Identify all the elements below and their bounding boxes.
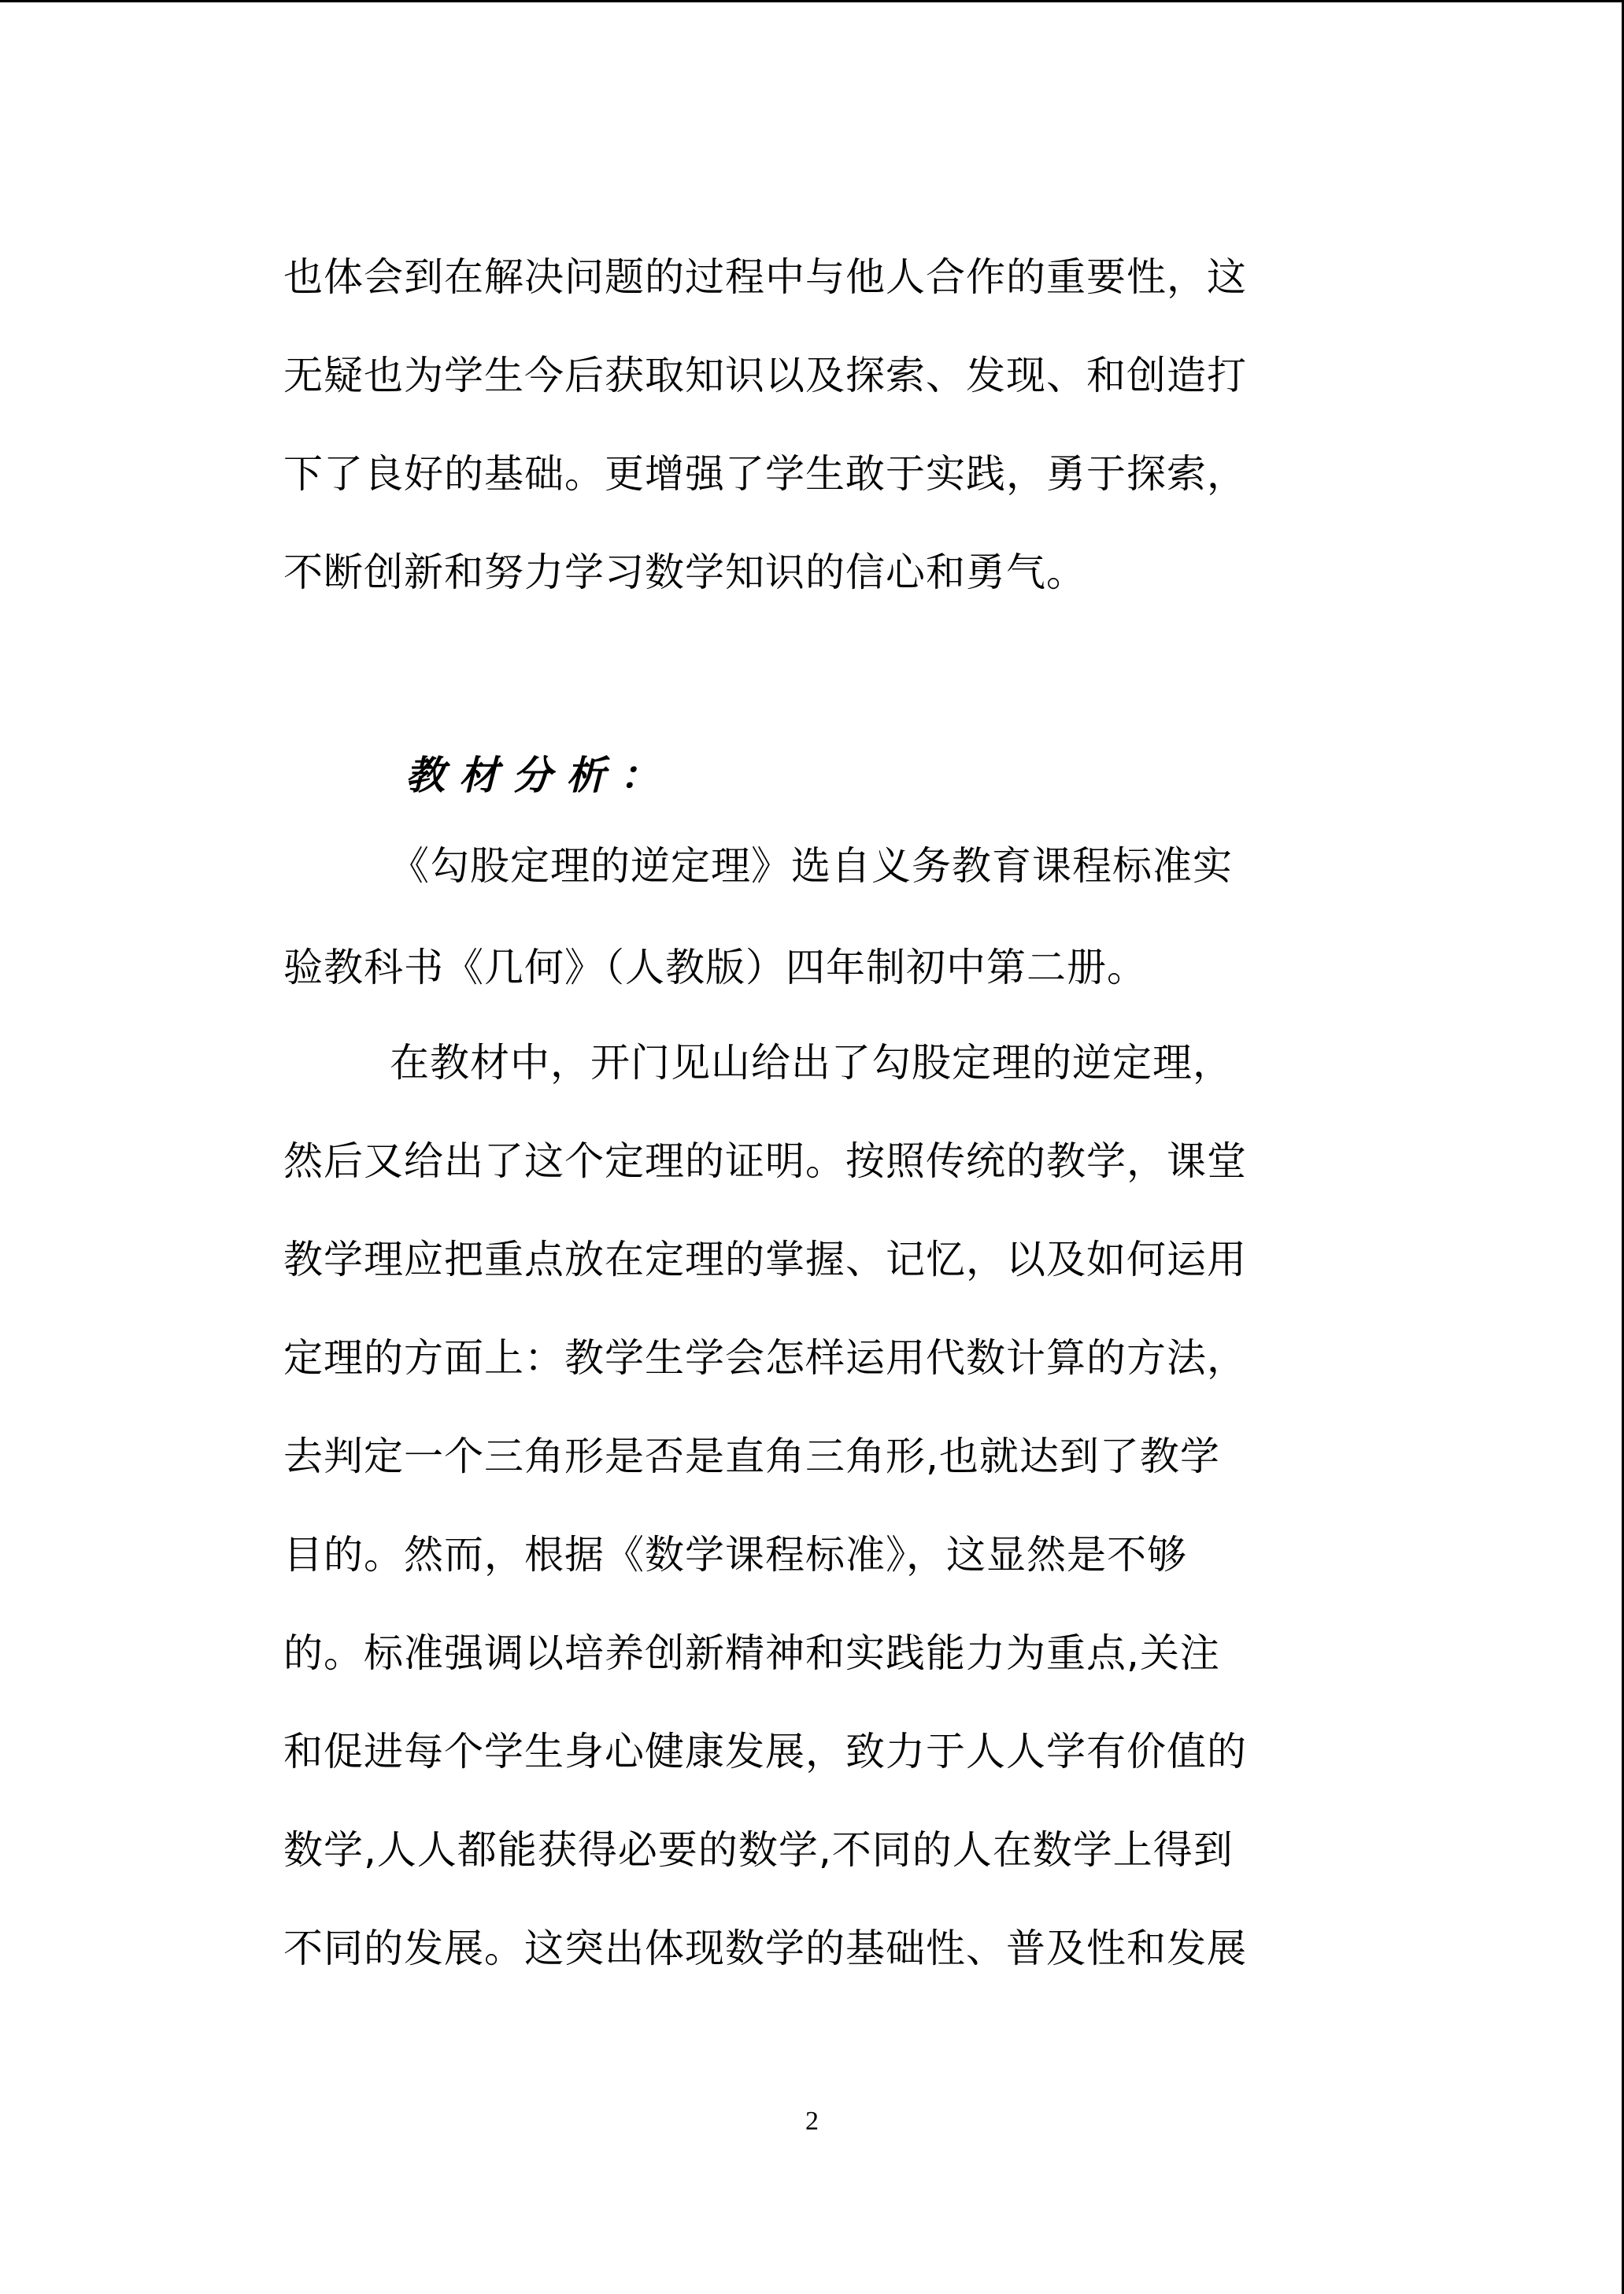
page-number: 2: [805, 2107, 819, 2136]
paragraph-line: 不同的发展。这突出体现数学的基础性、普及性和发展: [283, 1926, 1247, 1971]
page-border-top: [0, 0, 1624, 2]
paragraph-line: 在教材中，开门见山给出了勾股定理的逆定理，: [390, 1040, 1233, 1086]
paragraph-line: 不断创新和努力学习数学知识的信心和勇气。: [283, 549, 1086, 595]
paragraph-line: 教学理应把重点放在定理的掌握、记忆，以及如何运用: [283, 1237, 1247, 1282]
paragraph-line: 然后又给出了这个定理的证明。按照传统的教学，课堂: [283, 1138, 1247, 1184]
paragraph-line: 验教科书《几何》（人教版）四年制初中第二册。: [283, 945, 1147, 990]
paragraph-line: 目的。然而，根据《数学课程标准》，这显然是不够: [283, 1532, 1187, 1578]
section-heading: 教材分析：: [405, 752, 673, 798]
paragraph-line: 的。标准强调以培养创新精神和实践能力为重点,关注: [283, 1630, 1220, 1676]
paragraph-line: 和促进每个学生身心健康发展，致力于人人学有价值的: [283, 1729, 1247, 1774]
paragraph-line: 无疑也为学生今后获取知识以及探索、发现、和创造打: [283, 353, 1247, 398]
paragraph-line: 数学,人人都能获得必要的数学,不同的人在数学上得到: [283, 1827, 1234, 1873]
paragraph-line: 《勾股定理的逆定理》选自义务教育课程标准实: [390, 843, 1233, 889]
paragraph-line: 去判定一个三角形是否是直角三角形,也就达到了教学: [283, 1434, 1220, 1479]
paragraph-line: 定理的方面上：教学生学会怎样运用代数计算的方法，: [283, 1335, 1247, 1381]
paragraph-line: 也体会到在解决问题的过程中与他人合作的重要性，这: [283, 254, 1247, 300]
paragraph-line: 下了良好的基础。更增强了学生敢于实践，勇于探索，: [283, 451, 1247, 497]
